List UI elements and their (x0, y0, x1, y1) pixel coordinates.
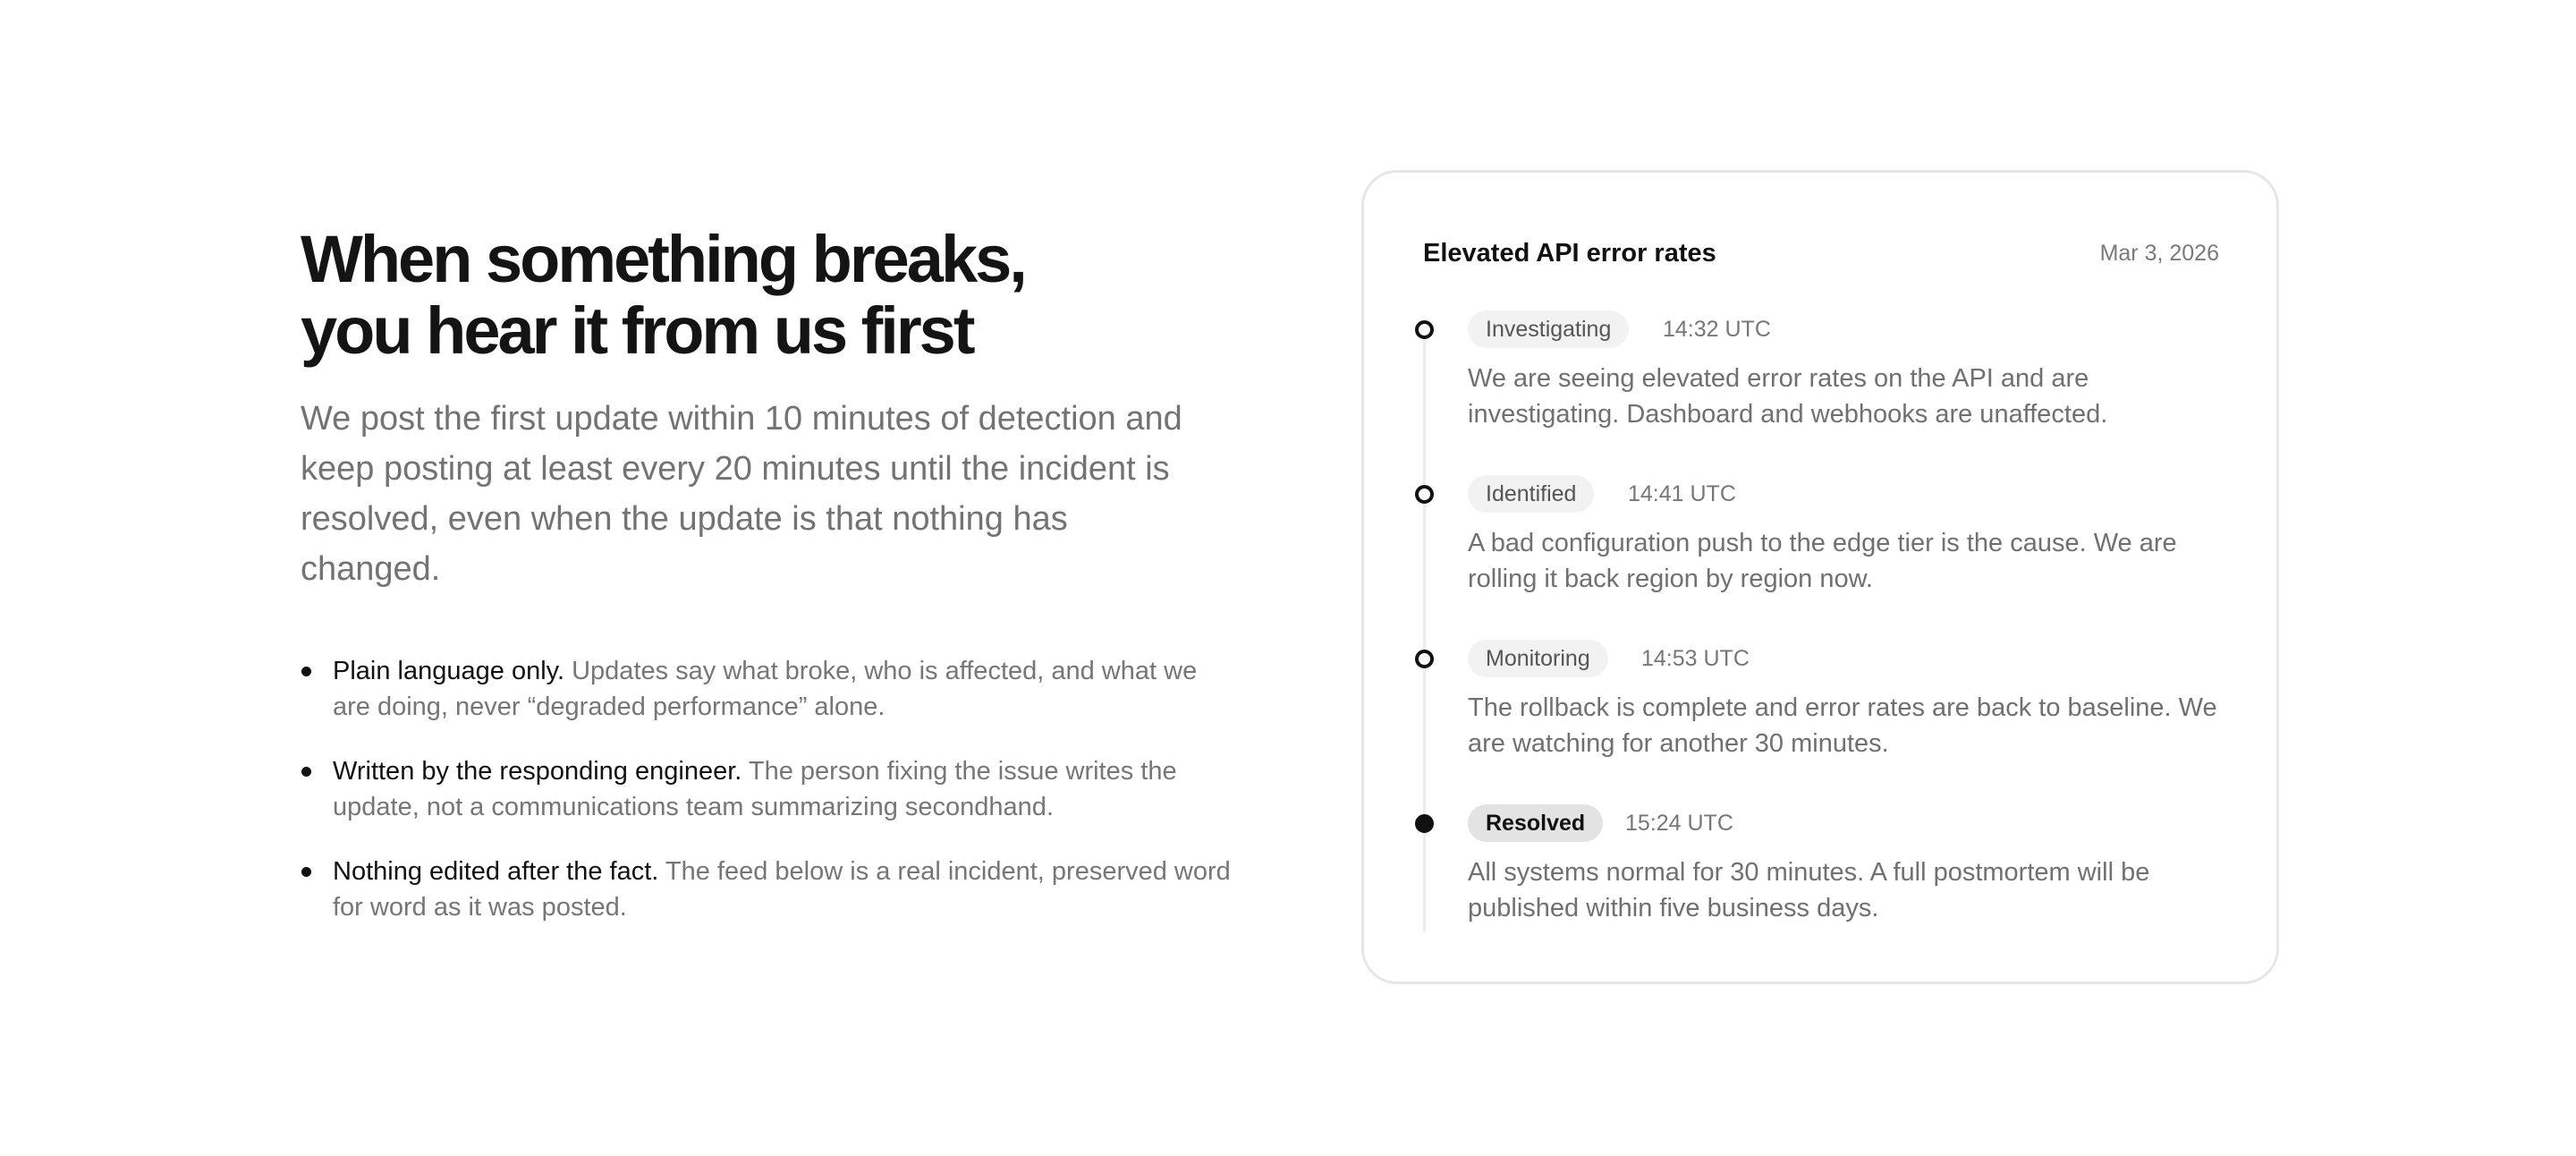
timeline-filled-dot-icon (1415, 814, 1434, 833)
hero-headline (301, 224, 1231, 367)
status-badge: Resolved (1468, 804, 1603, 842)
update-text: A bad configuration push to the edge tier is the cause. We are rolling it back region by region now. (1468, 529, 2177, 593)
feature-bullet (301, 653, 1231, 725)
feature-bullet-title: Written by the responding engineer. (333, 757, 742, 786)
feature-bullet-title: Plain language only. (333, 657, 565, 685)
update-text: The rollback is complete and error rates are back to baseline. We are watching for another 30 minutes. (1468, 693, 2217, 758)
feature-bullet-text: Updates say what broke, who is affected, and what we are doing, never “degraded performance” alone. (333, 657, 1198, 721)
feature-bullet-list (301, 653, 1231, 925)
incident-title: Elevated API error rates (1423, 239, 1716, 268)
feature-bullet-title: Nothing edited after the fact. (333, 857, 659, 886)
timeline-hollow-dot-icon (1415, 485, 1434, 504)
update-text: All systems normal for 30 minutes. A full postmortem will be published within five business days. (1468, 858, 2150, 922)
update-text: We are seeing elevated error rates on the API and are investigating. Dashboard and webhooks are unaffected. (1468, 364, 2108, 429)
hero-section (301, 224, 1231, 954)
feature-bullet-text: The person fixing the issue writes the update, not a communications team summarizing secondhand. (333, 757, 1177, 821)
status-badge: Monitoring (1468, 640, 1608, 677)
incident-header (1423, 235, 2219, 271)
hero-headline-line1: When something breaks, (301, 222, 1025, 296)
bullet-dot-icon (301, 867, 311, 877)
timeline-hollow-dot-icon (1415, 650, 1434, 668)
incident-card (1361, 170, 2279, 984)
timeline-hollow-dot-icon (1415, 320, 1434, 339)
feature-bullet-text: The feed below is a real incident, preserved word for word as it was posted. (333, 857, 1231, 922)
update-timestamp: 14:53 UTC (1641, 646, 1750, 671)
incident-date: Mar 3, 2026 (2099, 241, 2219, 266)
feature-bullet (301, 753, 1231, 825)
update-timestamp: 15:24 UTC (1625, 811, 1733, 836)
status-badge: Investigating (1468, 310, 1629, 348)
hero-headline-line2: you hear it from us first (301, 293, 973, 368)
bullet-dot-icon (301, 667, 311, 676)
update-timestamp: 14:32 UTC (1663, 317, 1771, 342)
feature-bullet (301, 854, 1231, 925)
timeline-line (1423, 330, 1426, 931)
hero-lede: We post the first update within 10 minutes of detection and keep posting at least every 20 minutes until the incident is resolved, even when the update is that nothing has changed. (301, 400, 1182, 588)
bullet-dot-icon (301, 767, 311, 777)
update-timestamp: 14:41 UTC (1628, 481, 1736, 506)
status-badge: Identified (1468, 475, 1594, 513)
